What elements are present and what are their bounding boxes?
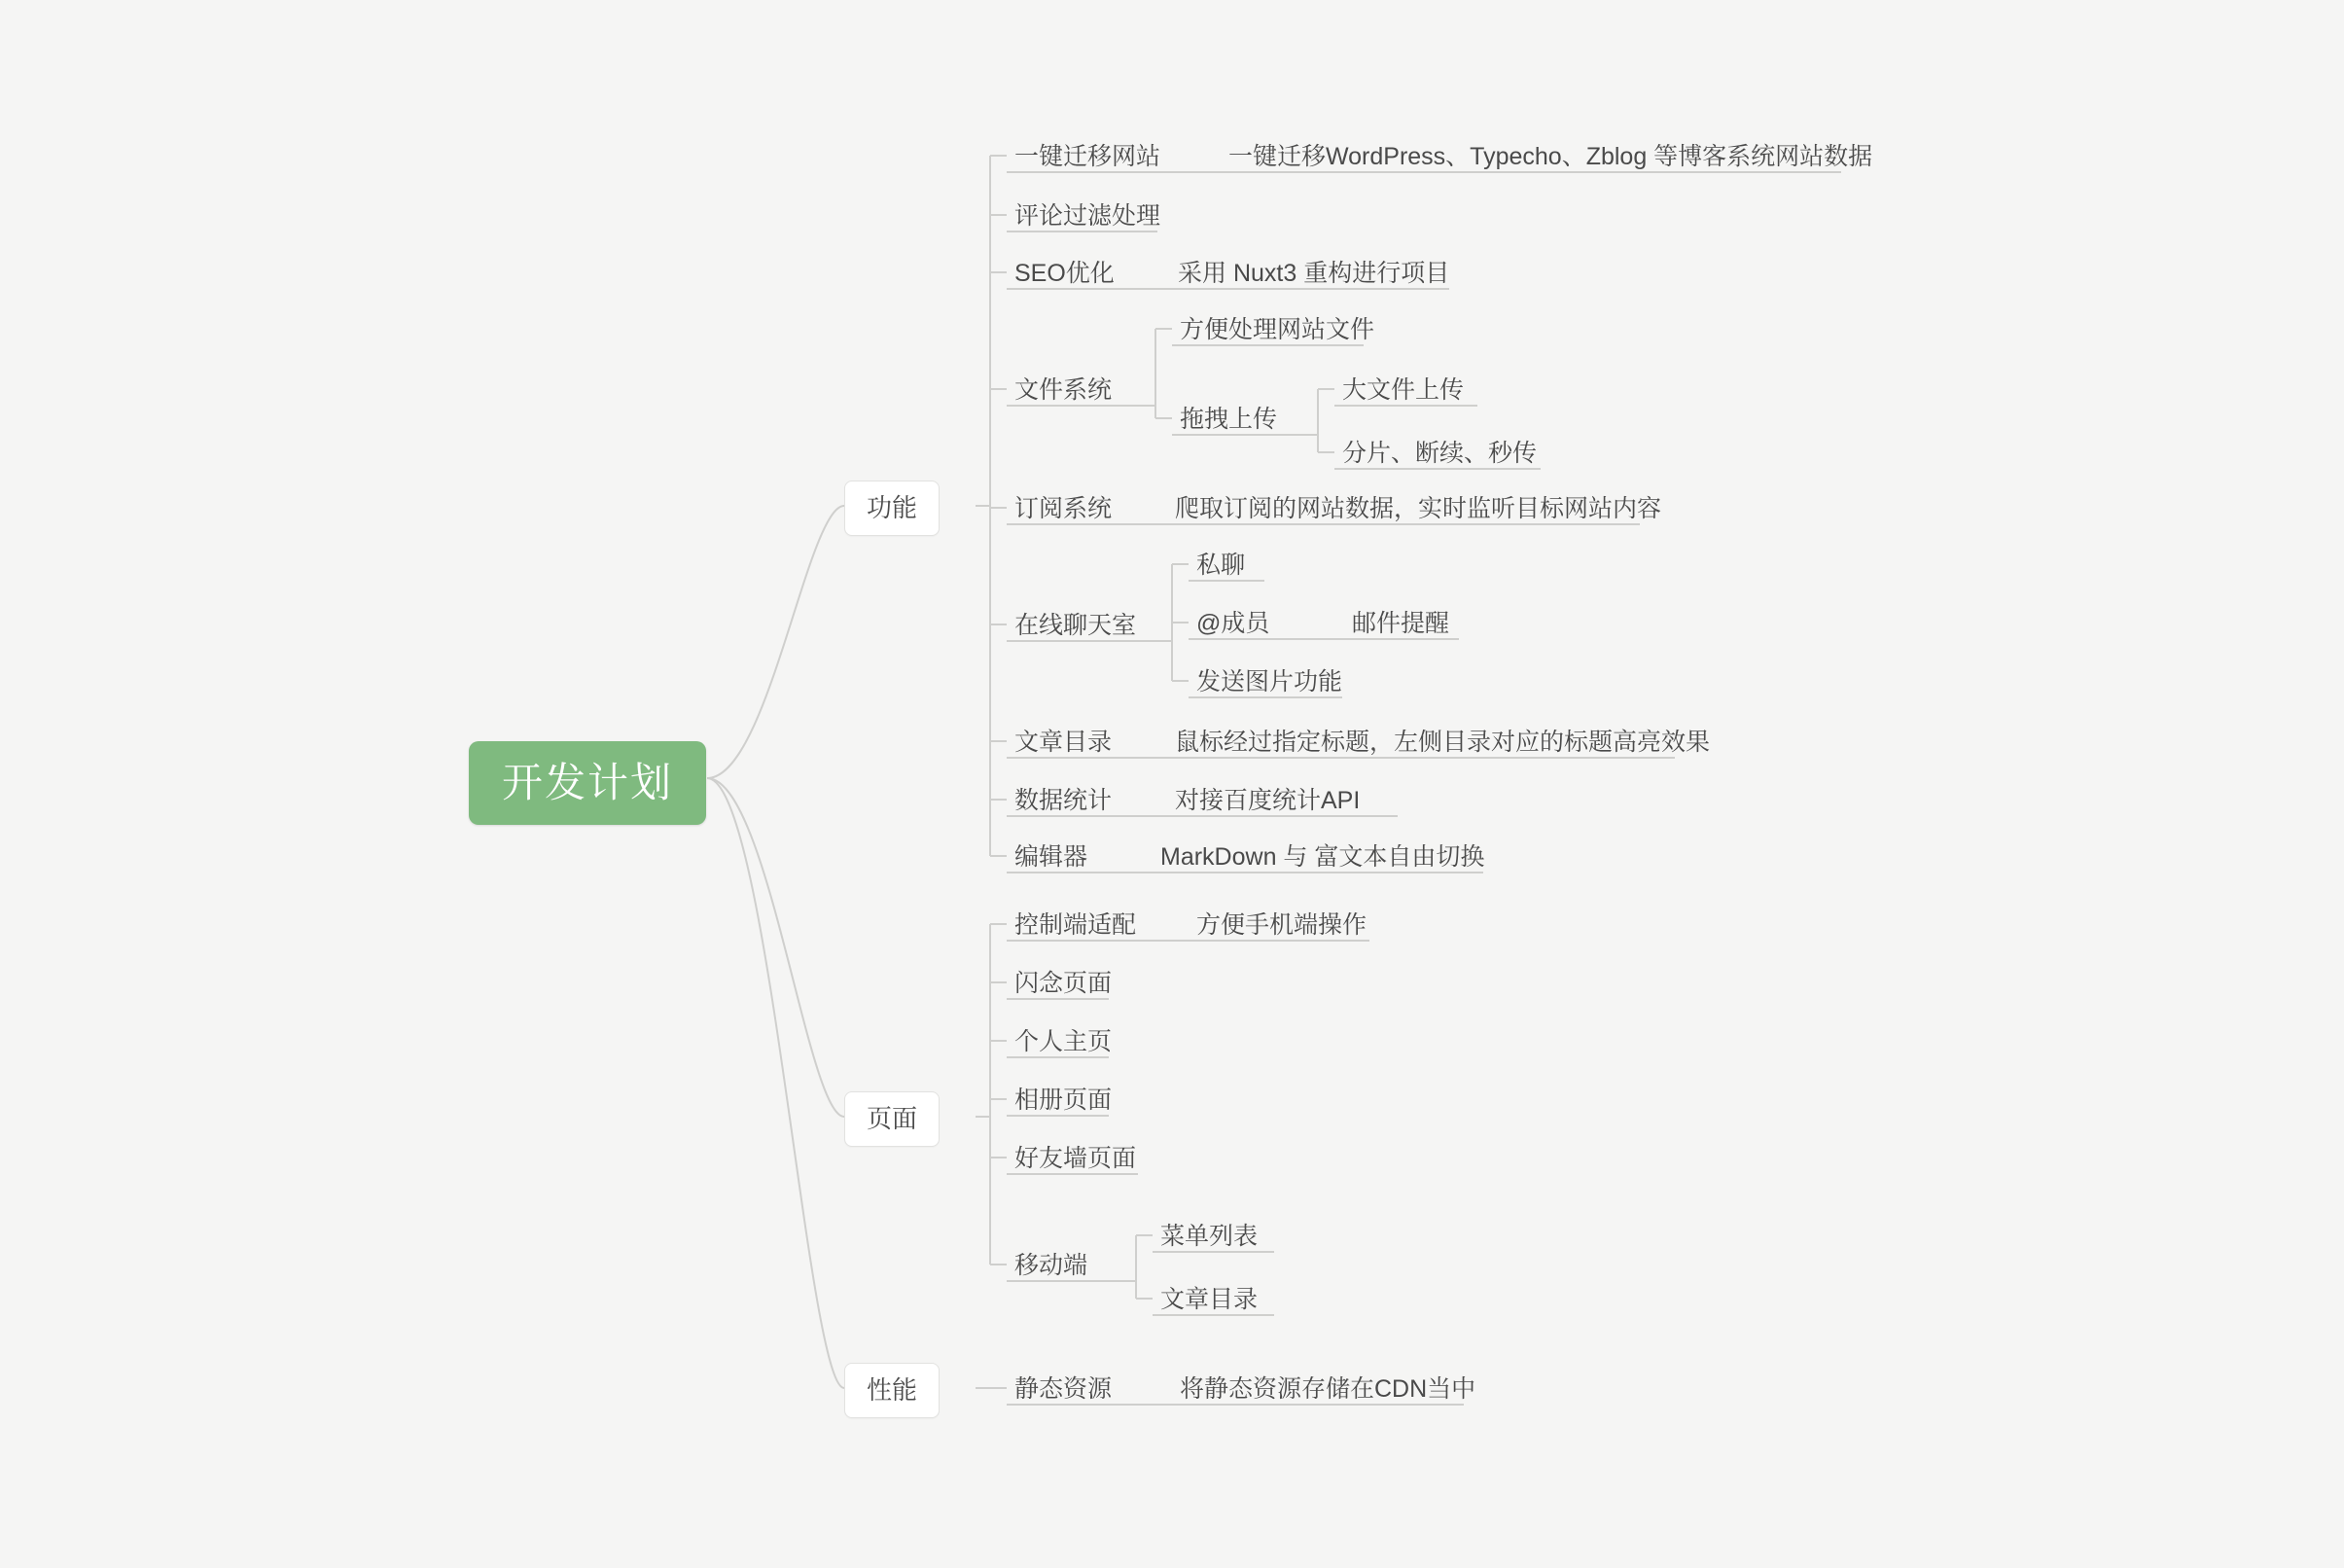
node-chat-room[interactable]: 在线聊天室 — [1014, 612, 1137, 639]
node-article-toc-detail[interactable]: 鼠标经过指定标题，左侧目录对应的标题高亮效果 — [1175, 729, 1711, 756]
node-friend-wall-page[interactable]: 好友墙页面 — [1014, 1145, 1137, 1172]
node-subscription-system[interactable]: 订阅系统 — [1014, 495, 1113, 522]
node-personal-homepage[interactable]: 个人主页 — [1014, 1028, 1113, 1055]
node-comment-filter[interactable]: 评论过滤处理 — [1014, 202, 1161, 230]
node-seo-detail[interactable]: 采用 Nuxt3 重构进行项目 — [1178, 260, 1450, 287]
node-email-reminder[interactable]: 邮件提醒 — [1352, 610, 1450, 637]
node-migrate-site[interactable]: 一键迁移网站 — [1014, 143, 1161, 170]
node-editor[interactable]: 编辑器 — [1014, 843, 1088, 871]
node-file-system[interactable]: 文件系统 — [1014, 376, 1113, 404]
node-subscription-detail[interactable]: 爬取订阅的网站数据，实时监听目标网站内容 — [1175, 495, 1662, 522]
node-migrate-site-detail[interactable]: 一键迁移WordPress、Typecho、Zblog 等博客系统网站数据 — [1228, 143, 1873, 170]
node-static-resources-detail[interactable]: 将静态资源存储在CDN当中 — [1180, 1375, 1476, 1403]
node-file-system-detail[interactable]: 方便处理网站文件 — [1180, 316, 1375, 343]
mindmap-branch-page[interactable]: 页面 — [844, 1091, 940, 1147]
node-article-toc[interactable]: 文章目录 — [1014, 729, 1113, 756]
mindmap-root-node[interactable]: 开发计划 — [469, 741, 706, 825]
mindmap-branch-performance[interactable]: 性能 — [844, 1363, 940, 1418]
mindmap-branch-function[interactable]: 功能 — [844, 481, 940, 536]
node-large-file-upload[interactable]: 大文件上传 — [1342, 376, 1465, 404]
node-mobile[interactable]: 移动端 — [1014, 1252, 1088, 1279]
node-statistics-detail[interactable]: 对接百度统计API — [1175, 787, 1361, 814]
node-mobile-article-toc[interactable]: 文章目录 — [1160, 1286, 1259, 1313]
node-private-chat[interactable]: 私聊 — [1196, 552, 1246, 579]
node-send-image[interactable]: 发送图片功能 — [1196, 668, 1343, 695]
node-console-adaptation[interactable]: 控制端适配 — [1014, 911, 1137, 939]
node-drag-upload[interactable]: 拖拽上传 — [1180, 406, 1278, 433]
node-chunk-resume-instant[interactable]: 分片、断续、秒传 — [1342, 440, 1538, 467]
node-console-adaptation-detail[interactable]: 方便手机端操作 — [1196, 911, 1367, 939]
node-menu-list[interactable]: 菜单列表 — [1160, 1223, 1259, 1250]
node-mention-member[interactable]: @成员 — [1196, 610, 1270, 637]
node-album-page[interactable]: 相册页面 — [1014, 1087, 1113, 1114]
node-static-resources[interactable]: 静态资源 — [1014, 1375, 1113, 1403]
node-editor-detail[interactable]: MarkDown 与 富文本自由切换 — [1160, 843, 1485, 871]
node-statistics[interactable]: 数据统计 — [1014, 787, 1113, 814]
node-seo[interactable]: SEO优化 — [1014, 260, 1115, 287]
node-flash-thought-page[interactable]: 闪念页面 — [1014, 970, 1113, 997]
